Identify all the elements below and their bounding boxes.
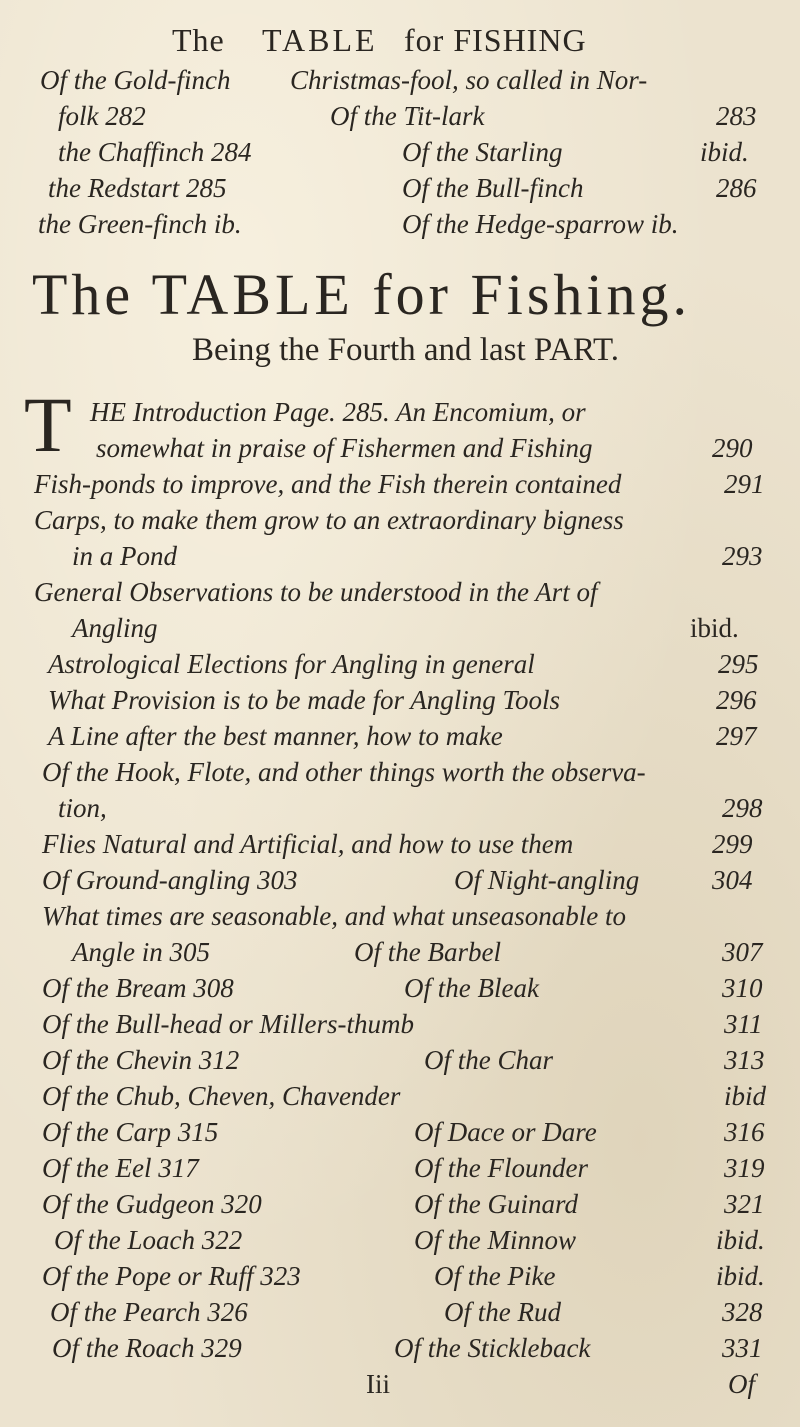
bird-row-1 xyxy=(0,60,800,100)
bird-entry: Of the Hedge-sparrow ib. xyxy=(402,209,679,239)
entry-text: Of the Carp 315 xyxy=(42,1117,219,1147)
entry-text: somewhat in praise of Fishermen and Fishing xyxy=(96,433,593,463)
entry-line xyxy=(0,572,800,612)
entry-line xyxy=(0,896,800,936)
entry-text: Of Night-angling xyxy=(454,865,640,895)
entry-text: Of the Char xyxy=(424,1045,554,1075)
entry-line xyxy=(0,824,800,864)
entry-text: Angling xyxy=(72,613,158,643)
entry-text: General Observations to be understood in the Art of xyxy=(34,577,598,607)
entry-text: Of the Chevin 312 xyxy=(42,1045,240,1075)
entry-text: Of the Loach 322 xyxy=(54,1225,243,1255)
entry-text: Of the Chub, Cheven, Chavender xyxy=(42,1081,401,1111)
page-number: 298 xyxy=(722,793,763,823)
running-head xyxy=(0,18,800,62)
bird-entry: Of the Gold-finch xyxy=(40,65,231,95)
entry-text: Of the Pope or Ruff 323 xyxy=(42,1261,301,1291)
entry-line xyxy=(0,932,800,972)
entry-line xyxy=(0,680,800,720)
page-number: 291 xyxy=(724,469,765,499)
running-head-table: TABLE xyxy=(262,22,378,58)
entry-text: Of the Stickleback xyxy=(394,1333,591,1363)
section-title xyxy=(0,260,800,330)
running-head-rest: for FISHING xyxy=(404,22,587,58)
page-number: 307 xyxy=(722,937,763,967)
catchword: Of xyxy=(728,1369,755,1399)
page-number: 299 xyxy=(712,829,753,859)
entry-line xyxy=(0,608,800,648)
entry-line xyxy=(0,644,800,684)
entry-text: Of the Eel 317 xyxy=(42,1153,199,1183)
entry-text: Of the Flounder xyxy=(414,1153,588,1183)
entry-text: in a Pond xyxy=(72,541,177,571)
entry-text: Of the Bream 308 xyxy=(42,973,234,1003)
entry-line xyxy=(0,788,800,828)
entry-text: Astrological Elections for Angling in general xyxy=(48,649,535,679)
page-number: ibid. xyxy=(716,1225,765,1255)
entry-line xyxy=(0,1040,800,1080)
running-head-the: The xyxy=(172,22,225,58)
bird-row-3 xyxy=(0,132,800,172)
entry-line xyxy=(0,1220,800,1260)
entry-text: A Line after the best manner, how to make xyxy=(48,721,503,751)
entry-text: Of Ground-angling 303 xyxy=(42,865,298,895)
page-number: ibid. xyxy=(716,1261,765,1291)
page-number: 296 xyxy=(716,685,757,715)
entry-text: Of the Guinard xyxy=(414,1189,578,1219)
page-number: 297 xyxy=(716,721,757,751)
bird-entry: the Chaffinch 284 xyxy=(58,137,252,167)
entry-text: Of the Minnow xyxy=(414,1225,576,1255)
entry-line xyxy=(0,752,800,792)
page-number: ibid. xyxy=(700,137,749,167)
page-number: 304 xyxy=(712,865,753,895)
entry-text: Carps, to make them grow to an extraordinary bigness xyxy=(34,505,624,535)
page-number: 295 xyxy=(718,649,759,679)
bird-row-5 xyxy=(0,204,800,244)
entry-text: Of the Bull-head or Millers-thumb xyxy=(42,1009,414,1039)
page-number: 311 xyxy=(724,1009,763,1039)
entry-line xyxy=(0,536,800,576)
signature-mark: Iii xyxy=(366,1369,390,1399)
page-number: ibid. xyxy=(690,613,739,643)
page-number: 331 xyxy=(722,1333,763,1363)
footer-line xyxy=(0,1364,800,1404)
entry-line xyxy=(0,464,800,504)
bird-entry: Of the Bull-finch xyxy=(402,173,584,203)
entry-line xyxy=(0,860,800,900)
bird-entry: the Green-finch ib. xyxy=(38,209,242,239)
entry-text: What times are seasonable, and what unseasonable to xyxy=(42,901,626,931)
entry-text: Of the Pike xyxy=(434,1261,556,1291)
entry-text: tion, xyxy=(58,793,107,823)
page-number: 286 xyxy=(716,173,757,203)
bird-entry: folk 282 xyxy=(58,101,146,131)
page-number: 310 xyxy=(722,973,763,1003)
drop-cap: T xyxy=(24,381,72,468)
entry-text: Of the Gudgeon 320 xyxy=(42,1189,262,1219)
entry-line xyxy=(0,1184,800,1224)
entry-text: Of the Bleak xyxy=(404,973,539,1003)
section-subtitle xyxy=(0,325,800,375)
section-subtitle-text: Being the Fourth and last PART. xyxy=(192,332,620,368)
entry-text: Of the Barbel xyxy=(354,937,501,967)
page-number: 313 xyxy=(724,1045,765,1075)
entry-text: Angle in 305 xyxy=(72,937,210,967)
page-number: 328 xyxy=(722,1297,763,1327)
bird-entry: Of the Tit-lark xyxy=(330,101,485,131)
bird-entry: Of the Starling xyxy=(402,137,563,167)
entry-text: Fish-ponds to improve, and the Fish therein contained xyxy=(34,469,622,499)
page-number: 290 xyxy=(712,433,753,463)
entry-text: Flies Natural and Artificial, and how to use them xyxy=(42,829,574,859)
entry-line xyxy=(0,1076,800,1116)
entry-line xyxy=(0,1004,800,1044)
bird-entry: Christmas-fool, so called in Nor- xyxy=(290,65,648,95)
bird-row-4 xyxy=(0,168,800,208)
page-number: 283 xyxy=(716,101,757,131)
entry-line xyxy=(0,500,800,540)
entry-text: What Provision is to be made for Angling Tools xyxy=(48,685,561,715)
entry-line xyxy=(0,1148,800,1188)
bird-row-2 xyxy=(0,96,800,136)
entry-line xyxy=(0,1256,800,1296)
entry-text: Of the Hook, Flote, and other things worth the observa- xyxy=(42,757,646,787)
page-number: 321 xyxy=(724,1189,765,1219)
entry-text: HE Introduction Page. 285. An Encomium, or xyxy=(90,397,586,427)
page-number: 293 xyxy=(722,541,763,571)
entry-text: Of the Pearch 326 xyxy=(50,1297,248,1327)
entry-text: Of the Roach 329 xyxy=(52,1333,242,1363)
entry-line xyxy=(0,428,800,468)
entry-text: Of the Rud xyxy=(444,1297,561,1327)
entry-line xyxy=(0,1292,800,1332)
entry-text: Of Dace or Dare xyxy=(414,1117,597,1147)
section-title-text: The TABLE for Fishing. xyxy=(32,262,692,327)
entry-line xyxy=(0,1112,800,1152)
bird-entry: the Redstart 285 xyxy=(48,173,227,203)
entry-line xyxy=(0,1328,800,1368)
page-number: 316 xyxy=(724,1117,765,1147)
page-number: ibid xyxy=(724,1081,767,1111)
entry-line xyxy=(0,968,800,1008)
entry-line xyxy=(0,716,800,756)
page-number: 319 xyxy=(724,1153,765,1183)
